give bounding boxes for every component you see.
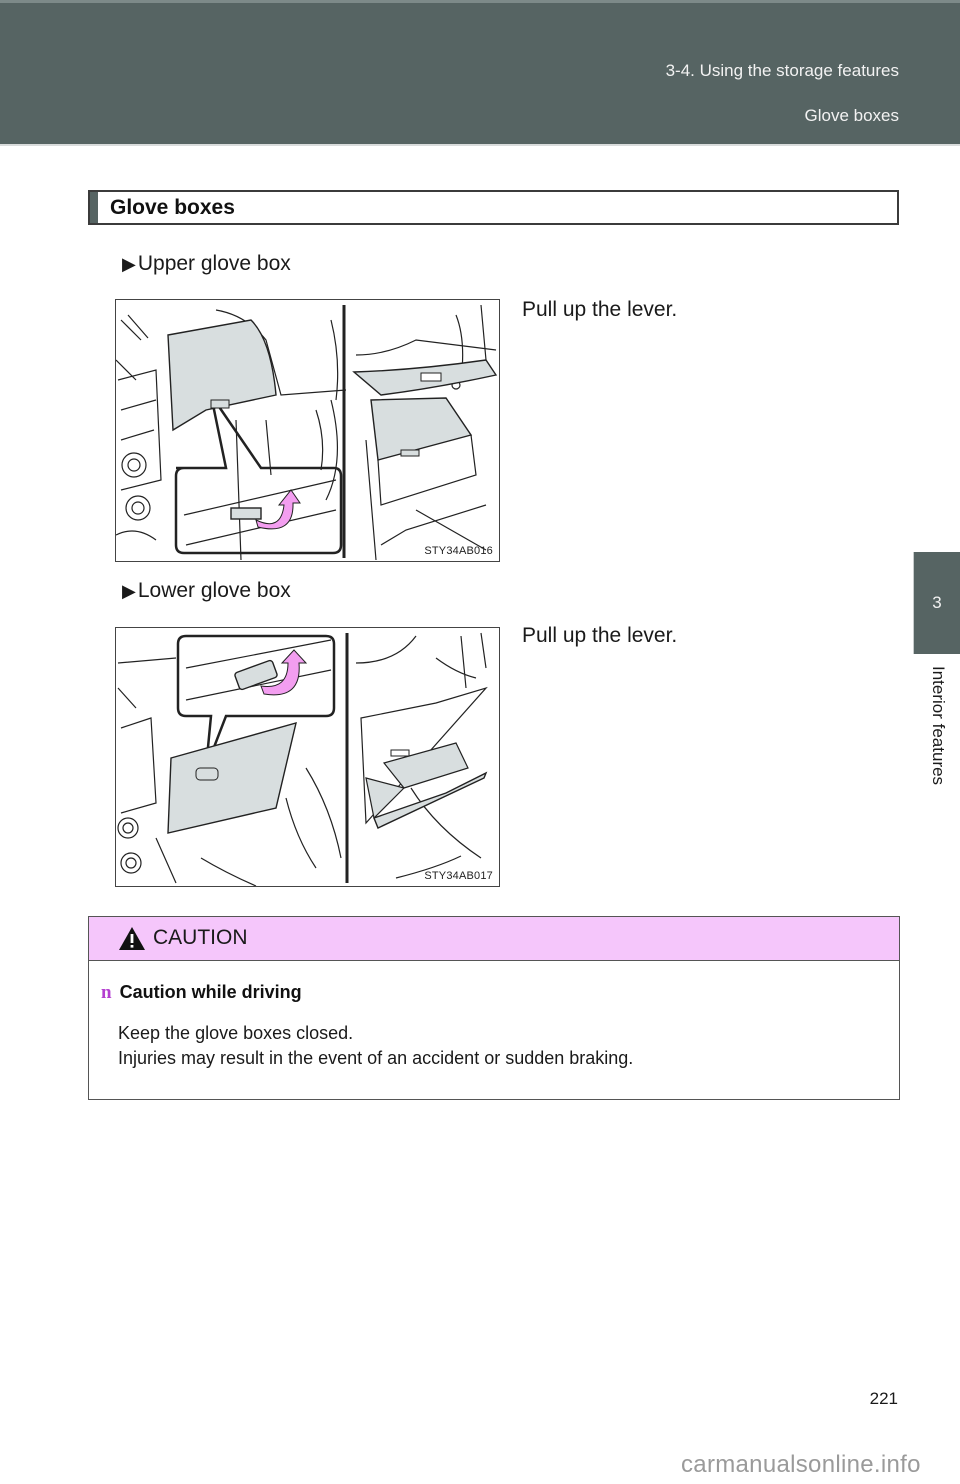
caution-text-line: Injuries may result in the event of an accident or sudden braking.	[118, 1048, 634, 1068]
triangle-bullet-icon: ▶	[122, 581, 136, 601]
caution-text-line: Keep the glove boxes closed.	[118, 1023, 354, 1043]
subheading-lower-glove-box	[122, 579, 291, 603]
subheading-upper-glove-box	[122, 252, 291, 276]
triangle-bullet-icon: ▶	[122, 254, 136, 274]
page-number: 221	[869, 1389, 898, 1408]
caution-label: CAUTION	[153, 926, 248, 949]
chapter-number: 3	[932, 593, 942, 612]
upper-glove-box-illustration	[116, 300, 500, 562]
section-header-bar	[90, 192, 98, 223]
watermark: carmanualsonline.info	[681, 1451, 921, 1478]
figure-code: STY34AB017	[424, 870, 493, 882]
square-bullet-icon: n	[101, 982, 112, 1003]
caution-box	[88, 916, 900, 1100]
caution-item-title-text: Caution while driving	[119, 982, 302, 1002]
section-title: Glove boxes	[110, 196, 235, 219]
figure-lower-glove-box	[115, 627, 500, 887]
caution-item-title	[101, 982, 302, 1004]
caution-header	[89, 917, 899, 961]
figure-code: STY34AB016	[424, 545, 493, 557]
subheading-label: Upper glove box	[137, 252, 291, 275]
chapter-tab-label: Interior features	[929, 666, 948, 786]
chapter-title: 3-4. Using the storage features	[665, 61, 899, 80]
instruction-lower: Pull up the lever.	[522, 624, 678, 647]
figure-upper-glove-box	[115, 299, 500, 562]
header-divider	[0, 144, 960, 146]
lower-glove-box-illustration	[116, 628, 500, 887]
warning-triangle-icon	[118, 926, 146, 951]
instruction-upper: Pull up the lever.	[522, 298, 678, 321]
running-section-title: Glove boxes	[804, 106, 899, 125]
section-header	[88, 190, 899, 225]
chapter-tab[interactable]	[913, 552, 960, 654]
subheading-label: Lower glove box	[137, 579, 291, 602]
